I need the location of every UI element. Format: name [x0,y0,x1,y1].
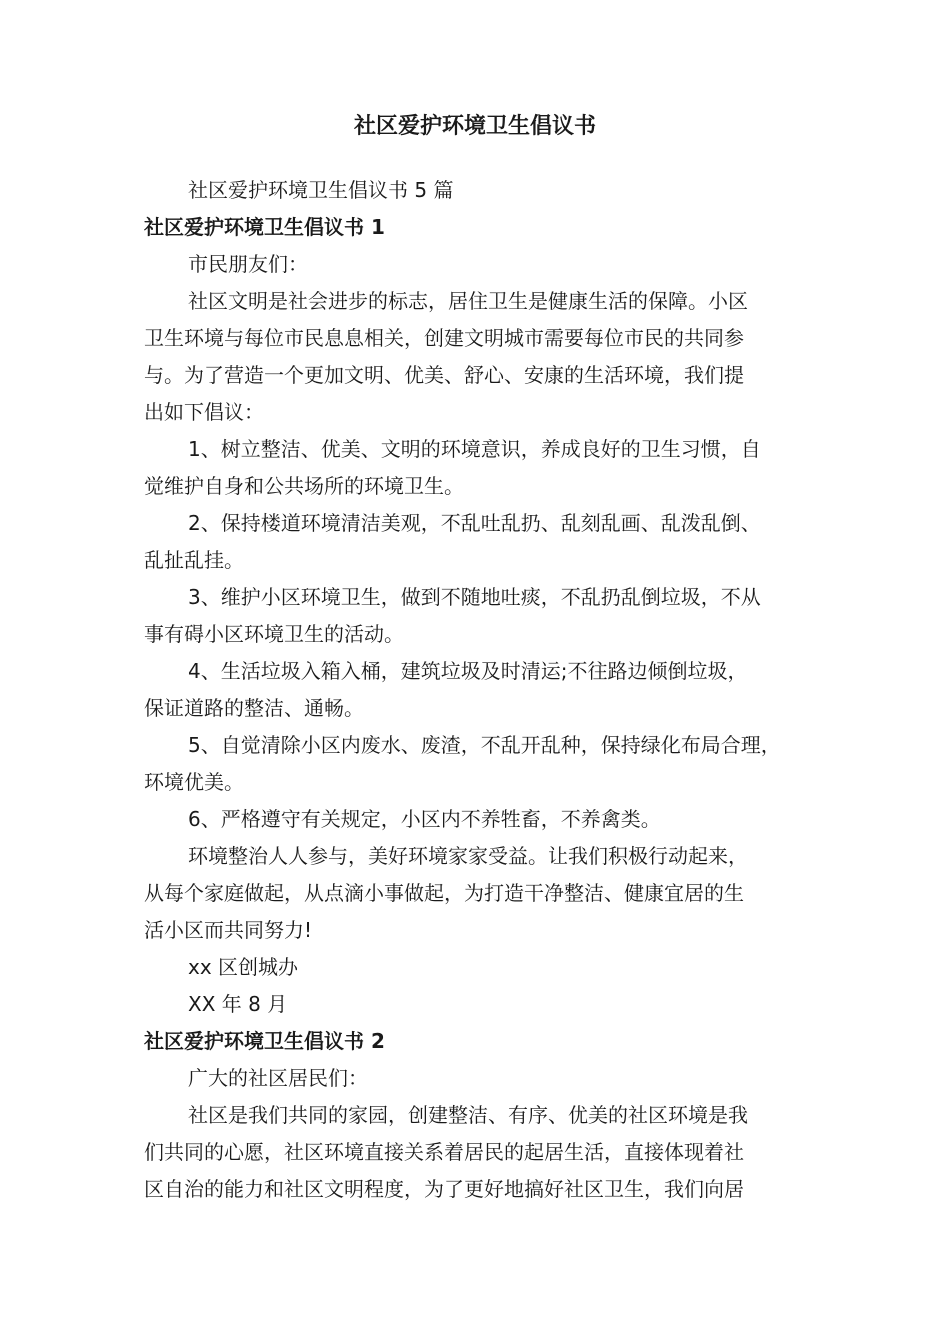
proposal-item-6: 6、严格遵守有关规定，小区内不养牲畜，不养禽类。 [188,807,661,831]
signature: xx 区创城办 [188,955,299,979]
section-1-salutation: 市民朋友们： [188,252,308,276]
proposal-item-4: 4、生活垃圾入箱入桶，建筑垃圾及时清运;不往路边倾倒垃圾， [188,659,748,683]
section-2-intro-line: 区自治的能力和社区文明程度，为了更好地搞好社区卫生，我们向居 [144,1177,744,1201]
proposal-item-2-cont: 乱扯乱挂。 [144,548,244,572]
proposal-item-1-cont: 觉维护自身和公共场所的环境卫生。 [144,474,464,498]
proposal-item-4-cont: 保证道路的整洁、通畅。 [144,696,364,720]
proposal-item-5-cont: 环境优美。 [144,770,244,794]
date: XX 年 8 月 [188,992,288,1016]
document-title: 社区爱护环境卫生倡议书 [353,114,596,139]
proposal-item-5: 5、自觉清除小区内废水、废渣，不乱开乱种，保持绿化布局合理， [188,733,781,757]
section-2-intro-line: 们共同的心愿，社区环境直接关系着居民的起居生活，直接体现着社 [144,1140,744,1164]
section-1-heading: 社区爱护环境卫生倡议书 1 [144,215,385,239]
proposal-item-3: 3、维护小区环境卫生，做到不随地吐痰，不乱扔乱倒垃圾，不从 [188,585,761,609]
section-2-heading: 社区爱护环境卫生倡议书 2 [144,1029,385,1053]
closing-line: 从每个家庭做起，从点滴小事做起，为打造干净整洁、健康宜居的生 [144,881,744,905]
proposal-item-1: 1、树立整洁、优美、文明的环境意识，养成良好的卫生习惯，自 [188,437,761,461]
section-2-salutation: 广大的社区居民们： [188,1066,368,1090]
closing-line: 环境整治人人参与，美好环境家家受益。让我们积极行动起来， [188,844,748,868]
document-subtitle: 社区爱护环境卫生倡议书 5 篇 [188,178,454,202]
proposal-item-3-cont: 事有碍小区环境卫生的活动。 [144,622,404,646]
section-1-intro-line: 出如下倡议： [144,400,264,424]
section-1-intro-line: 社区文明是社会进步的标志，居住卫生是健康生活的保障。小区 [188,289,748,313]
document-body [144,172,834,1208]
section-1-intro-line: 与。为了营造一个更加文明、优美、舒心、安康的生活环境，我们提 [144,363,744,387]
section-2-intro-line: 社区是我们共同的家园，创建整洁、有序、优美的社区环境是我 [188,1103,748,1127]
section-1-intro-line: 卫生环境与每位市民息息相关，创建文明城市需要每位市民的共同参 [144,326,744,350]
closing-line: 活小区而共同努力! [144,918,313,942]
proposal-item-2: 2、保持楼道环境清洁美观，不乱吐乱扔、乱刻乱画、乱泼乱倒、 [188,511,761,535]
